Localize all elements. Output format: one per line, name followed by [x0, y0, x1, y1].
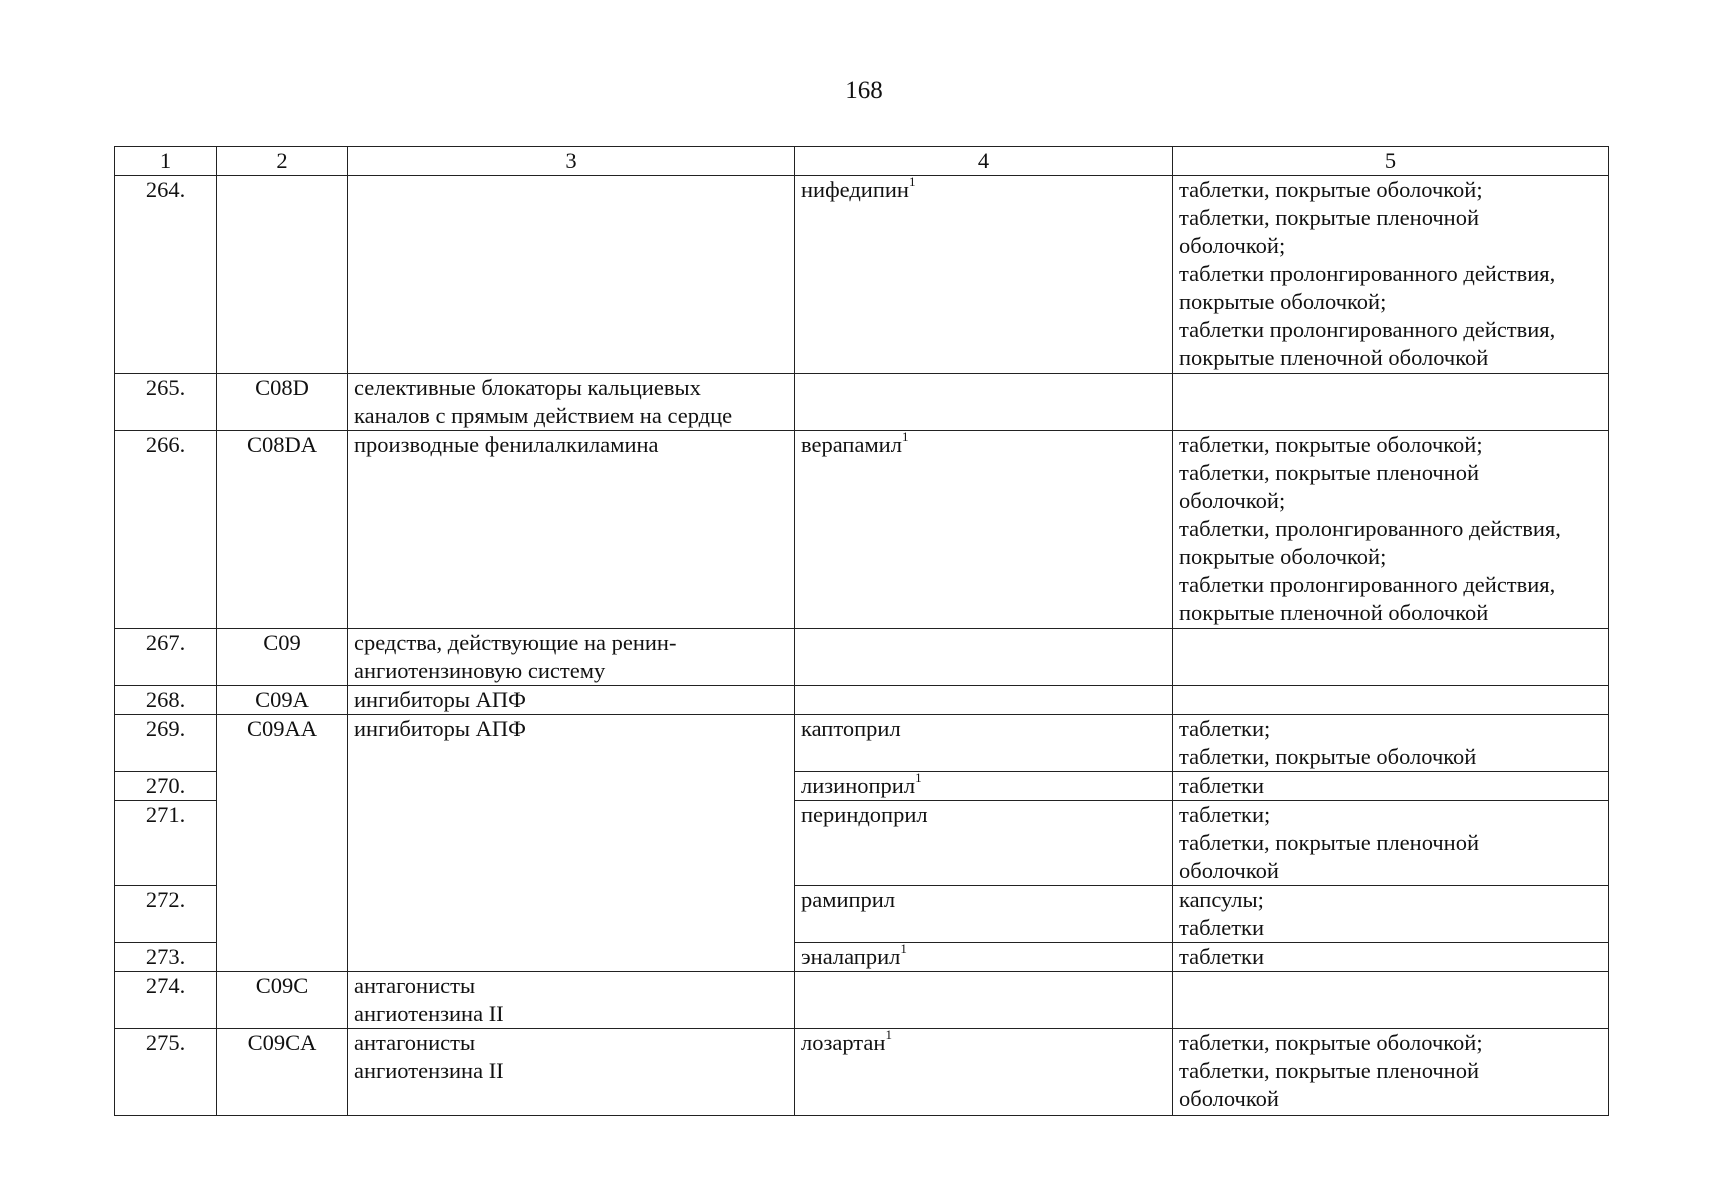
text-line: селективные блокаторы кальциевых	[354, 375, 701, 400]
footnote-mark: 1	[901, 428, 909, 444]
dosage-forms-cell	[1173, 686, 1609, 715]
drug-name-cell	[795, 428, 1173, 629]
drug-name: каптоприл	[801, 716, 901, 741]
table-row	[115, 629, 1609, 686]
atc-code-cell: C09A	[217, 686, 348, 715]
text-line: ангиотензиновую систему	[354, 658, 606, 683]
text-line: таблетки;	[1179, 716, 1271, 741]
table-row	[115, 1029, 1609, 1116]
text-line: капсулы;	[1179, 887, 1264, 912]
drug-name: периндоприл	[801, 802, 928, 827]
text-line: покрытые пленочной оболочкой	[1179, 345, 1489, 370]
row-number-cell: 267.	[115, 629, 217, 686]
drug-name: эналаприл	[801, 944, 901, 969]
group-name-cell	[348, 1029, 795, 1116]
group-name-cell	[348, 972, 795, 1029]
row-number-cell: 272.	[115, 886, 217, 943]
text-line: таблетки	[1179, 915, 1265, 940]
row-number-cell: 270.	[115, 772, 217, 801]
column-header: 4	[795, 147, 1173, 176]
text-line: таблетки, покрытые пленочной	[1179, 460, 1480, 485]
atc-code-cell	[217, 176, 348, 374]
dosage-forms-cell	[1173, 801, 1609, 886]
text-line: оболочкой;	[1179, 488, 1286, 513]
table-row	[115, 686, 1609, 715]
text-line: таблетки, покрытые оболочкой	[1179, 744, 1477, 769]
group-name-cell	[348, 715, 795, 972]
page-number: 168	[845, 77, 883, 104]
text-line: таблетки пролонгированного действия,	[1179, 317, 1556, 342]
text-line: каналов с прямым действием на сердце	[354, 403, 733, 428]
dosage-forms-cell	[1173, 943, 1609, 972]
drug-name-cell	[795, 1026, 1173, 1116]
drug-name-cell	[795, 972, 1173, 1029]
row-number-cell: 265.	[115, 374, 217, 431]
text-line: покрытые оболочкой;	[1179, 289, 1387, 314]
text-line: таблетки	[1179, 773, 1265, 798]
dosage-forms-cell	[1173, 629, 1609, 686]
drug-name-cell	[795, 173, 1173, 374]
row-number-cell: 275.	[115, 1029, 217, 1116]
table-row	[115, 715, 1609, 772]
text-line: таблетки, покрытые пленочной	[1179, 1058, 1480, 1083]
dosage-forms-cell	[1173, 176, 1609, 374]
atc-code-cell: C08D	[217, 374, 348, 431]
text-line: ангиотензина II	[354, 1001, 504, 1026]
dosage-forms-cell	[1173, 715, 1609, 772]
row-number-cell: 274.	[115, 972, 217, 1029]
drug-name: рамиприл	[801, 887, 896, 912]
atc-code-cell: C08DA	[217, 431, 348, 629]
table-row	[115, 972, 1609, 1029]
group-name-cell	[348, 431, 795, 629]
atc-code-cell: C09CA	[217, 1029, 348, 1116]
dosage-forms-cell	[1173, 431, 1609, 629]
text-line: ингибиторы АПФ	[354, 716, 526, 741]
table-header-row	[115, 147, 1609, 176]
text-line: оболочкой;	[1179, 233, 1286, 258]
text-line: таблетки;	[1179, 802, 1271, 827]
text-line: покрытые оболочкой;	[1179, 544, 1387, 569]
text-line: оболочкой	[1179, 1086, 1279, 1111]
text-line: производные фенилалкиламина	[354, 432, 659, 457]
text-line: таблетки	[1179, 944, 1265, 969]
drug-name-cell	[795, 801, 1173, 886]
drug-name-cell	[795, 374, 1173, 431]
drug-name: лозартан	[801, 1030, 886, 1055]
group-name-cell	[348, 629, 795, 686]
drug-name-cell	[795, 686, 1173, 715]
drug-name-cell	[795, 715, 1173, 772]
atc-code-cell: C09C	[217, 972, 348, 1029]
text-line: таблетки, покрытые оболочкой;	[1179, 432, 1483, 457]
text-line: ангиотензина II	[354, 1058, 504, 1083]
column-header: 2	[217, 147, 348, 176]
drug-name-cell	[795, 769, 1173, 801]
drug-list-table	[114, 146, 1609, 1116]
text-line: покрытые пленочной оболочкой	[1179, 600, 1489, 625]
atc-code-cell: C09AA	[217, 715, 348, 972]
dosage-forms-cell	[1173, 886, 1609, 943]
table-row	[115, 431, 1609, 629]
drug-name: лизиноприл	[801, 773, 916, 798]
dosage-forms-cell	[1173, 772, 1609, 801]
dosage-forms-cell	[1173, 1029, 1609, 1116]
text-line: антагонисты	[354, 973, 476, 998]
footnote-mark: 1	[915, 769, 922, 785]
text-line: антагонисты	[354, 1030, 476, 1055]
row-number-cell: 268.	[115, 686, 217, 715]
group-name-cell	[348, 176, 795, 374]
dosage-forms-cell	[1173, 374, 1609, 431]
row-number-cell: 269.	[115, 715, 217, 772]
drug-name-cell	[795, 886, 1173, 943]
table-row	[115, 176, 1609, 374]
drug-name: нифедипин	[801, 177, 909, 202]
text-line: таблетки пролонгированного действия,	[1179, 261, 1556, 286]
row-number-cell: 266.	[115, 431, 217, 629]
drug-name-cell	[795, 940, 1173, 972]
text-line: оболочкой	[1179, 858, 1279, 883]
drug-name: верапамил	[801, 432, 902, 457]
text-line: ингибиторы АПФ	[354, 687, 526, 712]
group-name-cell	[348, 374, 795, 431]
text-line: таблетки, покрытые оболочкой;	[1179, 177, 1483, 202]
column-header: 1	[115, 147, 217, 176]
group-name-cell	[348, 686, 795, 715]
drug-name-cell	[795, 629, 1173, 686]
text-line: средства, действующие на ренин-	[354, 630, 677, 655]
row-number-cell: 273.	[115, 943, 217, 972]
column-header: 3	[348, 147, 795, 176]
atc-code-cell: C09	[217, 629, 348, 686]
footnote-mark: 1	[900, 940, 907, 956]
footnote-mark: 1	[885, 1026, 892, 1042]
text-line: таблетки, пролонгированного действия,	[1179, 516, 1561, 541]
text-line: таблетки, покрытые пленочной	[1179, 830, 1480, 855]
text-line: таблетки, покрытые пленочной	[1179, 205, 1480, 230]
column-header: 5	[1173, 147, 1609, 176]
text-line: таблетки пролонгированного действия,	[1179, 572, 1556, 597]
row-number-cell: 271.	[115, 801, 217, 886]
dosage-forms-cell	[1173, 972, 1609, 1029]
footnote-mark: 1	[908, 173, 916, 189]
row-number-cell: 264.	[115, 176, 217, 374]
text-line: таблетки, покрытые оболочкой;	[1179, 1030, 1483, 1055]
table-row	[115, 374, 1609, 431]
